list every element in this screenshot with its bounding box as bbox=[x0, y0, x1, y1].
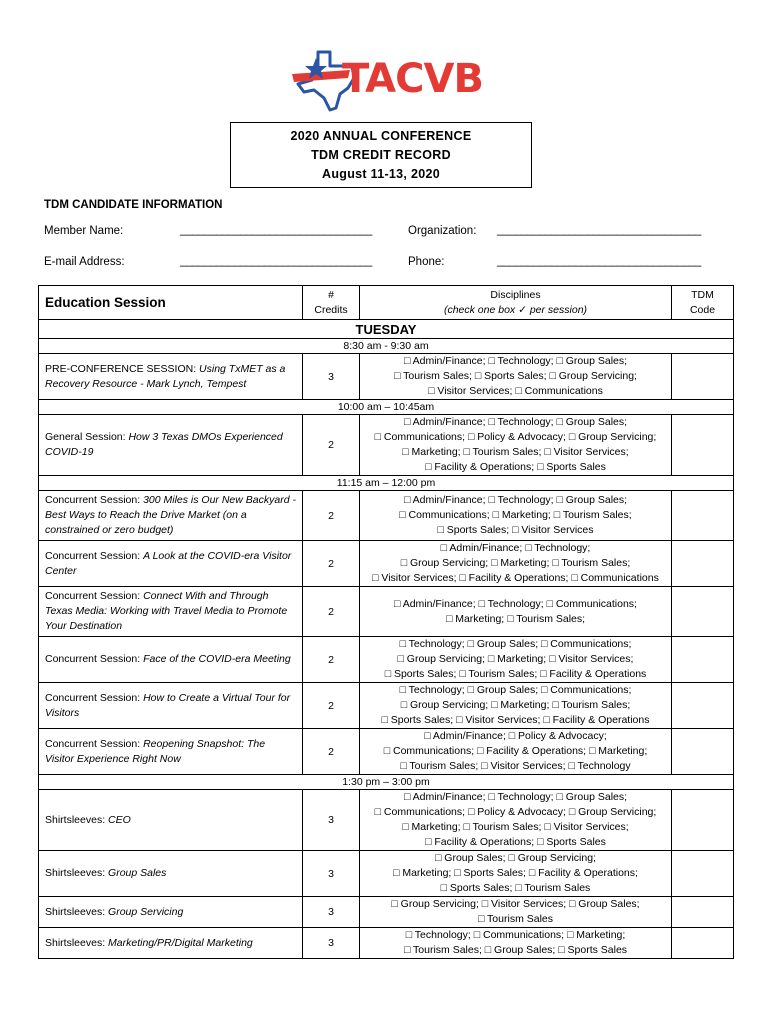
discipline-checkbox-line[interactable]: □ Visitor Services; □ Facility & Operations; □ Communications bbox=[372, 572, 659, 584]
col-credits-line1: # bbox=[328, 288, 334, 301]
session-title: CEO bbox=[108, 813, 131, 826]
session-name bbox=[39, 491, 303, 541]
discipline-checkbox-line[interactable]: □ Communications; □ Facility & Operations; □ Marketing; bbox=[383, 745, 648, 757]
tdm-code-cell[interactable] bbox=[672, 851, 734, 897]
credit-record-table bbox=[38, 285, 734, 959]
discipline-checkbox-line[interactable]: □ Group Servicing; □ Visitor Services; □ Group Sales; bbox=[391, 898, 640, 910]
tdm-code-cell[interactable] bbox=[672, 491, 734, 541]
discipline-checkbox-line[interactable]: □ Facility & Operations; □ Sports Sales bbox=[425, 461, 606, 473]
discipline-checkbox-line[interactable]: □ Sports Sales; □ Tourism Sales; □ Facility & Operations bbox=[384, 668, 647, 680]
session-title: Using TxMET as a Recovery Resource - Mark Lynch, Tempest bbox=[45, 362, 286, 390]
discipline-checkbox-line[interactable]: □ Facility & Operations; □ Sports Sales bbox=[425, 836, 606, 848]
discipline-checkbox-line[interactable]: □ Marketing; □ Tourism Sales; bbox=[445, 612, 586, 625]
session-type: Shirtsleeves: bbox=[45, 905, 109, 918]
session-row bbox=[39, 928, 734, 959]
tdm-code-cell[interactable] bbox=[672, 790, 734, 851]
organization-label: Organization: bbox=[408, 225, 477, 237]
session-type: Concurrent Session: bbox=[45, 691, 144, 704]
session-credits: 3 bbox=[303, 790, 360, 851]
time-slot-row bbox=[39, 339, 734, 354]
col-credits bbox=[303, 286, 360, 320]
session-disciplines[interactable] bbox=[360, 354, 672, 400]
session-credits: 2 bbox=[303, 729, 360, 775]
session-type: Shirtsleeves: bbox=[45, 936, 109, 949]
session-type: Shirtsleeves: bbox=[45, 813, 109, 826]
tdm-code-cell[interactable] bbox=[672, 928, 734, 959]
session-title: Group Servicing bbox=[108, 905, 184, 918]
session-name bbox=[39, 683, 303, 729]
session-row bbox=[39, 897, 734, 928]
discipline-checkbox-line[interactable]: □ Tourism Sales; □ Group Sales; □ Sports Sales bbox=[403, 944, 628, 956]
session-credits: 3 bbox=[303, 928, 360, 959]
tdm-code-cell[interactable] bbox=[672, 683, 734, 729]
session-name bbox=[39, 415, 303, 476]
time-slot-label: 10:00 am – 10:45am bbox=[39, 400, 734, 415]
session-credits: 2 bbox=[303, 637, 360, 683]
discipline-checkbox-line[interactable]: □ Visitor Services; □ Communications bbox=[428, 385, 603, 397]
session-disciplines[interactable] bbox=[360, 897, 672, 928]
session-title: Reopening Snapshot: The Visitor Experience Right Now bbox=[45, 737, 266, 765]
discipline-checkbox-line[interactable]: □ Marketing; □ Sports Sales; □ Facility & Operations; bbox=[393, 867, 638, 879]
tdm-code-cell[interactable] bbox=[672, 354, 734, 400]
table-header-row bbox=[39, 286, 734, 320]
col-code-line2: Code bbox=[689, 303, 716, 316]
session-title: Marketing/PR/Digital Marketing bbox=[108, 936, 253, 949]
session-title: A Look at the COVID-era Visitor Center bbox=[45, 549, 292, 577]
discipline-checkbox-line[interactable]: □ Sports Sales; □ Visitor Services; □ Facility & Operations bbox=[381, 714, 650, 726]
session-title: How 3 Texas DMOs Experienced COVID-19 bbox=[45, 431, 283, 458]
member-name-label: Member Name: bbox=[44, 225, 124, 237]
col-disciplines-line1: Disciplines bbox=[490, 288, 541, 301]
session-title: How to Create a Virtual Tour for Visitors bbox=[45, 691, 291, 719]
session-title: Connect With and Through Texas Media: Working with Travel Media to Promote Your Destination bbox=[45, 590, 288, 632]
discipline-checkbox-line[interactable]: □ Group Servicing; □ Marketing; □ Tourism Sales; bbox=[400, 699, 631, 711]
session-credits: 2 bbox=[303, 541, 360, 587]
time-slot-label: 1:30 pm – 3:00 pm bbox=[39, 775, 734, 790]
session-disciplines[interactable] bbox=[360, 851, 672, 897]
col-education-session: Education Session bbox=[39, 286, 303, 320]
tdm-code-cell[interactable] bbox=[672, 729, 734, 775]
session-credits: 2 bbox=[303, 683, 360, 729]
col-disc-instr-a: (check one box bbox=[443, 303, 519, 316]
title-line-3: August 11-13, 2020 bbox=[322, 167, 440, 181]
tdm-code-cell[interactable] bbox=[672, 897, 734, 928]
col-disciplines bbox=[360, 286, 672, 320]
phone-field[interactable]: __________________________________ bbox=[497, 255, 701, 267]
discipline-checkbox-line[interactable]: □ Tourism Sales; □ Sports Sales; □ Group Servicing; bbox=[394, 370, 637, 382]
session-type: Concurrent Session: bbox=[45, 737, 144, 750]
session-row bbox=[39, 415, 734, 476]
discipline-checkbox-line[interactable]: □ Tourism Sales bbox=[477, 913, 553, 925]
session-disciplines[interactable] bbox=[360, 415, 672, 476]
col-credits-line2: Credits bbox=[314, 303, 348, 316]
discipline-checkbox-line[interactable]: □ Marketing; □ Tourism Sales; □ Visitor Services; bbox=[402, 446, 629, 458]
session-disciplines[interactable] bbox=[360, 491, 672, 541]
discipline-checkbox-line[interactable]: □ Group Servicing; □ Marketing; □ Visitor Services; bbox=[397, 653, 634, 665]
session-disciplines[interactable] bbox=[360, 683, 672, 729]
col-disciplines-line2 bbox=[360, 303, 671, 318]
discipline-checkbox-line[interactable]: □ Communications; □ Policy & Advocacy; □ Group Servicing; bbox=[374, 431, 657, 443]
time-slot-row bbox=[39, 476, 734, 491]
email-label: E-mail Address: bbox=[44, 256, 125, 268]
session-type: Concurrent Session: bbox=[45, 494, 144, 506]
col-disc-instr-b: per session) bbox=[526, 303, 588, 316]
session-credits: 3 bbox=[303, 354, 360, 400]
session-disciplines[interactable] bbox=[360, 729, 672, 775]
checkmark-icon: ✓ bbox=[518, 303, 527, 316]
discipline-checkbox-line[interactable]: □ Communications; □ Policy & Advocacy; □ Group Servicing; bbox=[374, 806, 657, 818]
time-slot-row bbox=[39, 775, 734, 790]
logo-wordmark: TACVB bbox=[342, 56, 483, 102]
tdm-code-cell[interactable] bbox=[672, 541, 734, 587]
col-tdm-code bbox=[672, 286, 734, 320]
time-slot-label: 8:30 am - 9:30 am bbox=[39, 339, 734, 354]
discipline-checkbox-line[interactable]: □ Technology; □ Communications; □ Marketing; bbox=[405, 929, 626, 941]
session-title: 300 Miles is Our New Backyard - Best Ways to Reach the Drive Market (on a constrained or zero budget) bbox=[45, 494, 296, 536]
discipline-checkbox-line[interactable]: □ Technology; □ Group Sales; □ Communications; bbox=[399, 684, 632, 696]
col-code-line1: TDM bbox=[691, 288, 714, 301]
session-name bbox=[39, 354, 303, 400]
session-disciplines[interactable] bbox=[360, 587, 672, 637]
session-type: Shirtsleeves: bbox=[45, 867, 109, 879]
title-line-1: 2020 ANNUAL CONFERENCE bbox=[290, 129, 472, 143]
discipline-checkbox-line[interactable]: □ Sports Sales; □ Tourism Sales bbox=[440, 882, 591, 894]
session-credits: 3 bbox=[303, 851, 360, 897]
tdm-code-cell[interactable] bbox=[672, 637, 734, 683]
session-row bbox=[39, 790, 734, 851]
session-row bbox=[39, 683, 734, 729]
session-name bbox=[39, 541, 303, 587]
discipline-checkbox-line[interactable]: □ Admin/Finance; □ Technology; bbox=[440, 542, 591, 554]
tdm-code-cell[interactable] bbox=[672, 415, 734, 476]
session-credits: 2 bbox=[303, 587, 360, 637]
session-name bbox=[39, 587, 303, 637]
discipline-checkbox-line[interactable]: □ Communications; □ Marketing; □ Tourism Sales; bbox=[399, 509, 632, 521]
candidate-heading: TDM CANDIDATE INFORMATION bbox=[44, 199, 223, 211]
discipline-checkbox-line[interactable]: □ Group Servicing; □ Marketing; □ Tourism Sales; bbox=[400, 557, 631, 569]
session-credits: 3 bbox=[303, 897, 360, 928]
discipline-checkbox-line[interactable]: □ Technology; □ Group Sales; □ Communications; bbox=[399, 638, 632, 650]
session-name bbox=[39, 790, 303, 851]
session-credits: 2 bbox=[303, 491, 360, 541]
time-slot-row bbox=[39, 400, 734, 415]
day-label: TUESDAY bbox=[39, 320, 734, 339]
discipline-checkbox-line[interactable]: □ Admin/Finance; □ Technology; □ Group Sales; bbox=[403, 494, 628, 506]
document-title bbox=[230, 122, 532, 188]
discipline-checkbox-line[interactable]: □ Admin/Finance; □ Policy & Advocacy; bbox=[424, 730, 607, 742]
session-type: Concurrent Session: bbox=[45, 549, 144, 562]
session-row bbox=[39, 587, 734, 637]
session-title: Group Sales bbox=[108, 867, 167, 879]
discipline-checkbox-line[interactable]: □ Admin/Finance; □ Technology; □ Group Sales; bbox=[403, 355, 628, 367]
session-row bbox=[39, 851, 734, 897]
session-name bbox=[39, 637, 303, 683]
session-name bbox=[39, 729, 303, 775]
session-type: Concurrent Session: bbox=[45, 590, 144, 602]
organization-field[interactable]: __________________________________ bbox=[497, 224, 701, 236]
session-credits: 2 bbox=[303, 415, 360, 476]
session-type: PRE-CONFERENCE SESSION: bbox=[45, 362, 200, 375]
session-title: Face of the COVID-era Meeting bbox=[143, 653, 291, 665]
title-line-2: TDM CREDIT RECORD bbox=[311, 148, 451, 162]
session-name bbox=[39, 897, 303, 928]
discipline-checkbox-line[interactable]: □ Admin/Finance; □ Technology; □ Group Sales; bbox=[403, 416, 628, 428]
discipline-checkbox-line[interactable]: □ Tourism Sales; □ Visitor Services; □ Technology bbox=[400, 760, 631, 772]
session-row bbox=[39, 491, 734, 541]
session-name bbox=[39, 851, 303, 897]
discipline-checkbox-line[interactable]: □ Admin/Finance; □ Technology; □ Group Sales; bbox=[403, 791, 628, 803]
phone-label: Phone: bbox=[408, 256, 445, 268]
discipline-checkbox-line[interactable]: □ Group Sales; □ Group Servicing; bbox=[435, 852, 596, 864]
discipline-checkbox-line[interactable]: □ Sports Sales; □ Visitor Services bbox=[437, 524, 594, 536]
discipline-checkbox-line[interactable]: □ Admin/Finance; □ Technology; □ Communications; bbox=[394, 597, 637, 610]
member-name-field[interactable]: ________________________________ bbox=[180, 224, 372, 236]
tdm-code-cell[interactable] bbox=[672, 587, 734, 637]
day-row bbox=[39, 320, 734, 339]
session-row bbox=[39, 354, 734, 400]
discipline-checkbox-line[interactable]: □ Marketing; □ Tourism Sales; □ Visitor Services; bbox=[402, 821, 629, 833]
session-row bbox=[39, 541, 734, 587]
session-disciplines[interactable] bbox=[360, 637, 672, 683]
session-row bbox=[39, 637, 734, 683]
email-field[interactable]: ________________________________ bbox=[180, 255, 372, 267]
session-disciplines[interactable] bbox=[360, 541, 672, 587]
session-name bbox=[39, 928, 303, 959]
time-slot-label: 11:15 am – 12:00 pm bbox=[39, 476, 734, 491]
session-disciplines[interactable] bbox=[360, 790, 672, 851]
session-type: Concurrent Session: bbox=[45, 653, 144, 665]
session-type: General Session: bbox=[45, 431, 129, 443]
session-row bbox=[39, 729, 734, 775]
session-disciplines[interactable] bbox=[360, 928, 672, 959]
